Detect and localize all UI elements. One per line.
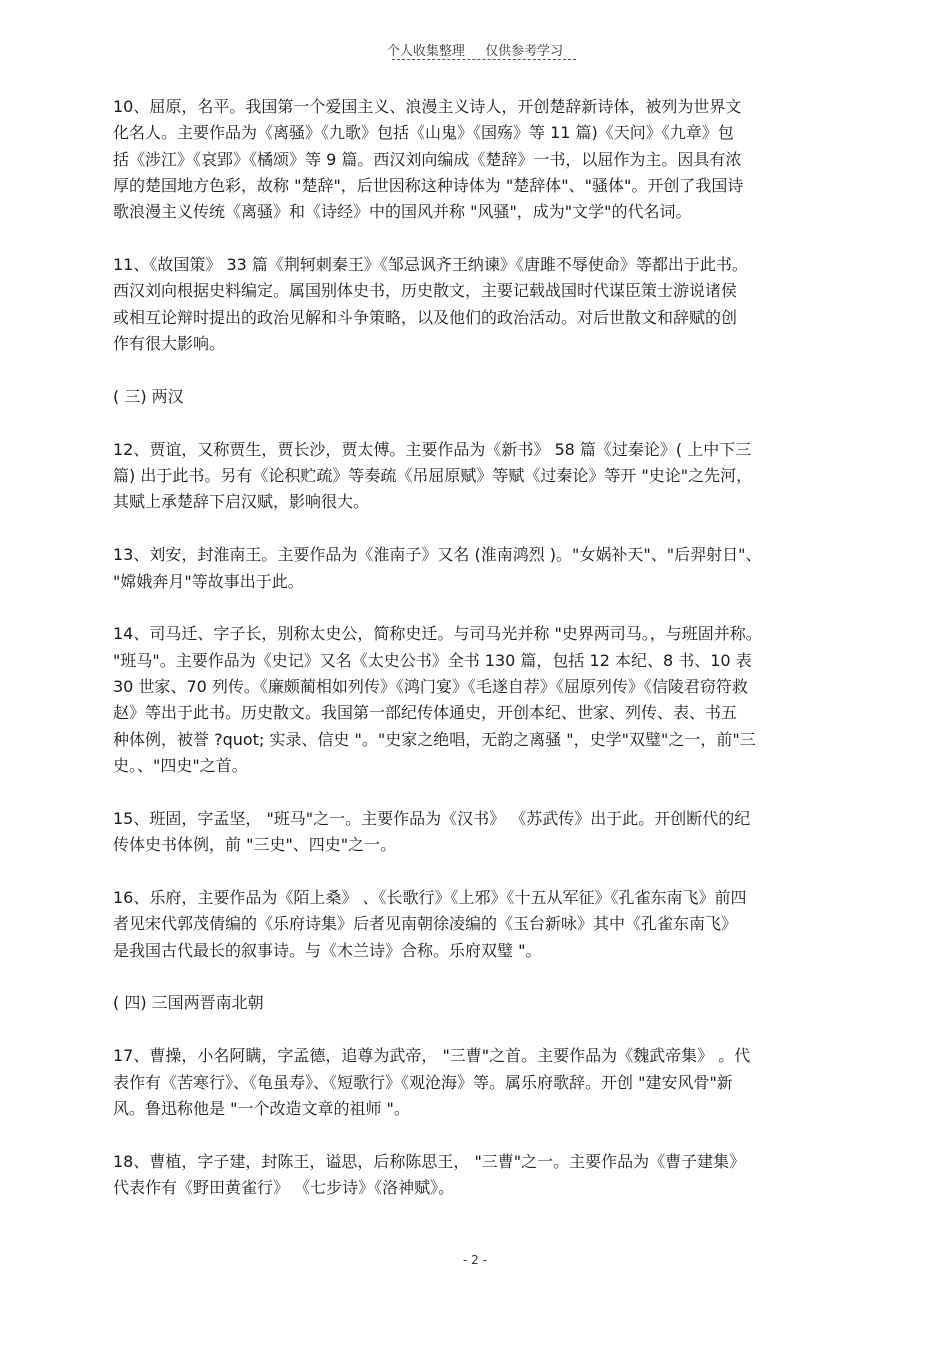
text-line: 者见宋代郭茂倩编的《乐府诗集》后者见南朝徐凌编的《玉台新咏》其中《孔雀东南飞》 — [113, 914, 738, 934]
section-heading — [113, 990, 863, 1016]
text-line: 表作有《苦寒行》、《龟虽寿》、《短歌行》《观沧海》等。属乐府歌辞。开创 "建安风骨"新 — [113, 1072, 733, 1092]
text-line: 18、曹植，字子建，封陈王，谥思，后称陈思王， "三曹"之一。主要作品为《曹子建集》 — [113, 1151, 746, 1171]
header-left-text: 个人收集整理 — [386, 44, 465, 59]
text-line: 西汉刘向根据史料编定。属国别体史书，历史散文，主要记载战国时代谋臣策士游说诸侯 — [113, 281, 738, 301]
page-header — [0, 40, 950, 59]
paragraph — [113, 1043, 863, 1122]
paragraph — [113, 94, 863, 225]
header-right-text: 仅供参考学习 — [485, 44, 564, 59]
text-line: 代表作有《野田黄雀行》 《七步诗》《洛神赋》。 — [113, 1178, 455, 1198]
text-line: 12、贾谊，又称贾生，贾长沙，贾太傅。主要作品为《新书》 58 篇《过秦论》( 上中下三 — [113, 439, 752, 459]
paragraph — [113, 252, 863, 357]
section-heading — [113, 384, 863, 410]
text-line: 15、班固，字孟坚， "班马"之一。主要作品为《汉书》 《苏武传》出于此。开创断代的纪 — [113, 808, 751, 828]
text-line: 10、屈原，名平。我国第一个爱国主义、浪漫主义诗人，开创楚辞新诗体，被列为世界文 — [113, 97, 742, 116]
text-line: 史。、"四史"之首。 — [113, 755, 248, 775]
text-line: ( 三) 两汉 — [113, 386, 184, 406]
text-line: 14、司马迁、字子长，别称太史公，简称史迁。与司马光并称 "史界两司马。，与班固并称。 — [113, 624, 762, 644]
text-line: 歌浪漫主义传统《离骚》和《诗经》中的国风并称 "风骚"，成为"文学"的代名词。 — [113, 202, 692, 222]
paragraph — [113, 542, 863, 595]
page-number: - 2 - — [463, 1253, 487, 1267]
paragraph — [113, 806, 863, 859]
text-line: 作有很大影响。 — [113, 333, 226, 353]
text-line: 是我国古代最长的叙事诗。与《木兰诗》合称。乐府双璧 "。 — [113, 940, 542, 960]
text-line: 厚的楚国地方色彩，故称 "楚辞"，后世因称这种诗体为 "楚辞体"、"骚体"。开创了我国诗 — [113, 175, 744, 195]
paragraph — [113, 885, 863, 964]
header-divider — [392, 59, 576, 60]
text-line: 赵》等出于此书。历史散文。我国第一部纪传体通史，开创本纪、世家、列传、表、书五 — [113, 703, 738, 723]
text-line: "嫦娥奔月"等故事出于此。 — [113, 571, 304, 591]
paragraph — [113, 621, 863, 779]
text-line: 其赋上承楚辞下启汉赋，影响很大。 — [113, 492, 370, 512]
text-line: 化名人。主要作品为《离骚》《九歌》包括《山鬼》《国殇》等 11 篇)《天问》《九章》包 — [113, 123, 734, 143]
text-line: 括《涉江》《哀郢》《橘颂》等 9 篇。西汉刘向编成《楚辞》一书，以屈作为主。因具有浓 — [113, 149, 742, 169]
text-line: 传体史书体例，前 "三史"、四史"之一。 — [113, 835, 397, 855]
text-line: 或相互论辩时提出的政治见解和斗争策略，以及他们的政治活动。对后世散文和辞赋的创 — [113, 307, 738, 327]
text-line: 11、《故国策》 33 篇《荆轲刺秦王》《邹忌讽齐王纳谏》《唐雎不辱使命》等都出于此书。 — [113, 255, 748, 275]
text-line: ( 四) 三国两晋南北朝 — [113, 993, 264, 1013]
text-line: 13、刘安，封淮南王。主要作品为《淮南子》又名 (淮南鸿烈 )。"女娲补天"、"后羿射日"、 — [113, 545, 762, 565]
text-line: 17、曹操，小名阿瞒，字孟德，追尊为武帝， "三曹"之首。主要作品为《魏武帝集》 。代 — [113, 1046, 751, 1066]
document-body — [113, 94, 863, 1228]
text-line: "班马"。主要作品为《史记》又名《太史公书》全书 130 篇，包括 12 本纪、8 书、10 表 — [113, 650, 752, 670]
paragraph — [113, 437, 863, 516]
paragraph — [113, 1149, 863, 1202]
text-line: 30 世家、70 列传。《廉颇蔺相如列传》《鸿门宴》《毛遂自荐》《屈原列传》《信陵君窃符救 — [113, 677, 748, 697]
text-line: 篇) 出于此书。另有《论积贮疏》等奏疏《吊屈原赋》等赋《过秦论》等开 "史论"之先河， — [113, 466, 753, 486]
text-line: 种体例，被誉 ?quot; 实录、信史 "。"史家之绝唱，无韵之离骚 "，史学"双璧"之一，前"三 — [113, 729, 756, 749]
text-line: 风。鲁迅称他是 "一个改造文章的祖师 "。 — [113, 1098, 410, 1118]
text-line: 16、乐府，主要作品为《陌上桑》 、《长歌行》《上邪》《十五从军征》《孔雀东南飞》前四 — [113, 887, 747, 907]
